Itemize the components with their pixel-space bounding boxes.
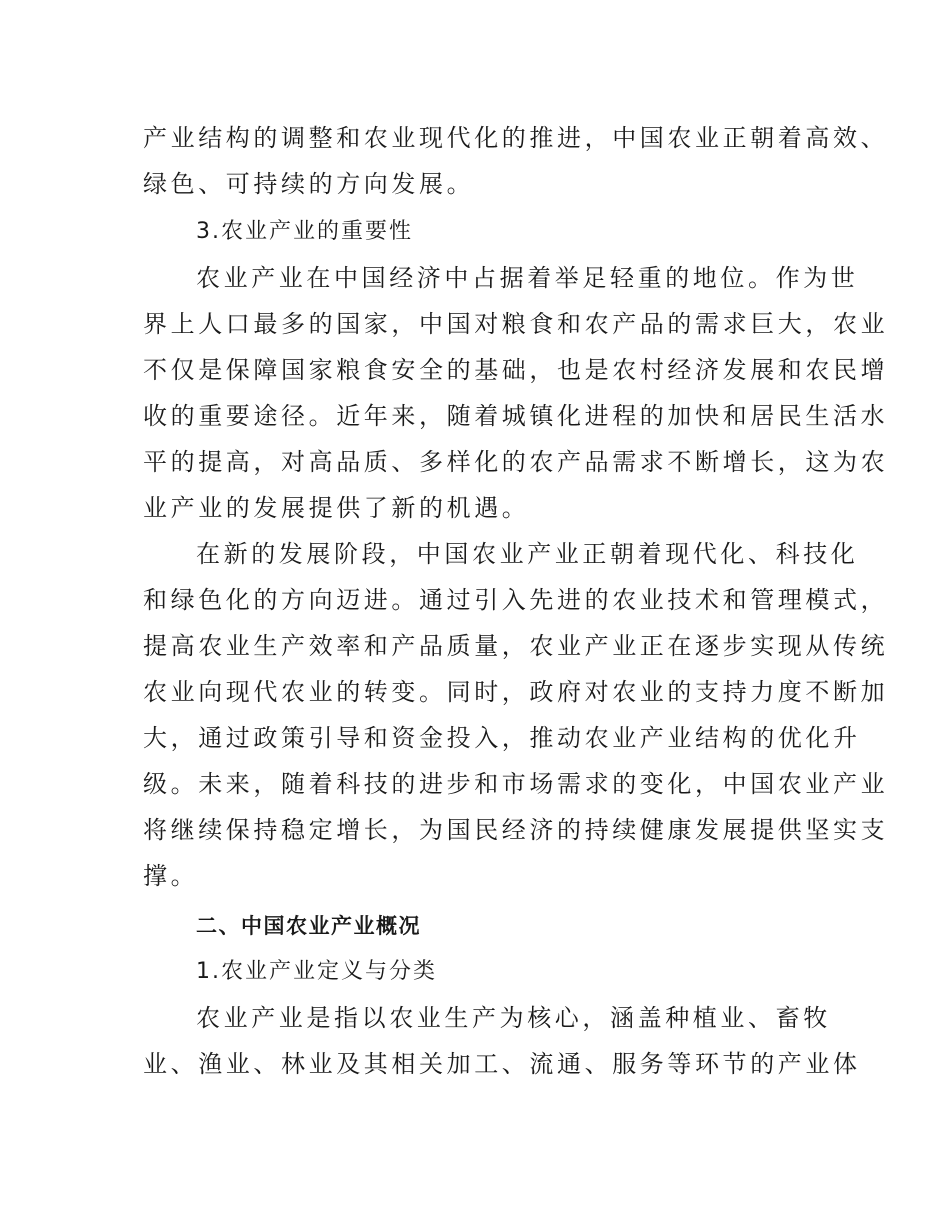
subsection-heading: 1.农业产业定义与分类: [196, 959, 437, 984]
paragraph-line: 业产业的发展提供了新的机遇。: [143, 494, 530, 522]
paragraph-line: 大，通过政策引导和资金投入，推动农业产业结构的优化升: [143, 724, 861, 752]
paragraph-line: 平的提高，对高品质、多样化的农产品需求不断增长，这为农: [143, 448, 889, 476]
paragraph-line: 农业产业在中国经济中占据着举足轻重的地位。作为世: [196, 264, 859, 292]
paragraph-line: 提高农业生产效率和产品质量，农业产业正在逐步实现从传统: [143, 632, 889, 660]
paragraph-line: 产业结构的调整和农业现代化的推进，中国农业正朝着高效、: [143, 124, 889, 152]
paragraph-line: 在新的发展阶段，中国农业产业正朝着现代化、科技化: [196, 540, 859, 568]
paragraph-line: 农业产业是指以农业生产为核心，涵盖种植业、畜牧: [196, 1004, 831, 1032]
paragraph-line: 绿色、可持续的方向发展。: [143, 170, 475, 198]
paragraph-line: 将继续保持稳定增长，为国民经济的持续健康发展提供坚实支: [143, 816, 889, 844]
subsection-heading: 3.农业产业的重要性: [196, 219, 413, 244]
paragraph-line: 级。未来，随着科技的进步和市场需求的变化，中国农业产业: [143, 770, 889, 798]
paragraph-line: 撑。: [143, 862, 199, 890]
section-heading: 二、中国农业产业概况: [196, 914, 421, 938]
paragraph-line: 农业向现代农业的转变。同时，政府对农业的支持力度不断加: [143, 678, 889, 706]
paragraph-line: 和绿色化的方向迈进。通过引入先进的农业技术和管理模式，: [143, 586, 889, 614]
paragraph-line: 业、渔业、林业及其相关加工、流通、服务等环节的产业体: [143, 1050, 861, 1078]
paragraph-line: 界上人口最多的国家，中国对粮食和农产品的需求巨大，农业: [143, 310, 889, 338]
paragraph-line: 收的重要途径。近年来，随着城镇化进程的加快和居民生活水: [143, 402, 889, 430]
paragraph-line: 不仅是保障国家粮食安全的基础，也是农村经济发展和农民增: [143, 356, 889, 384]
